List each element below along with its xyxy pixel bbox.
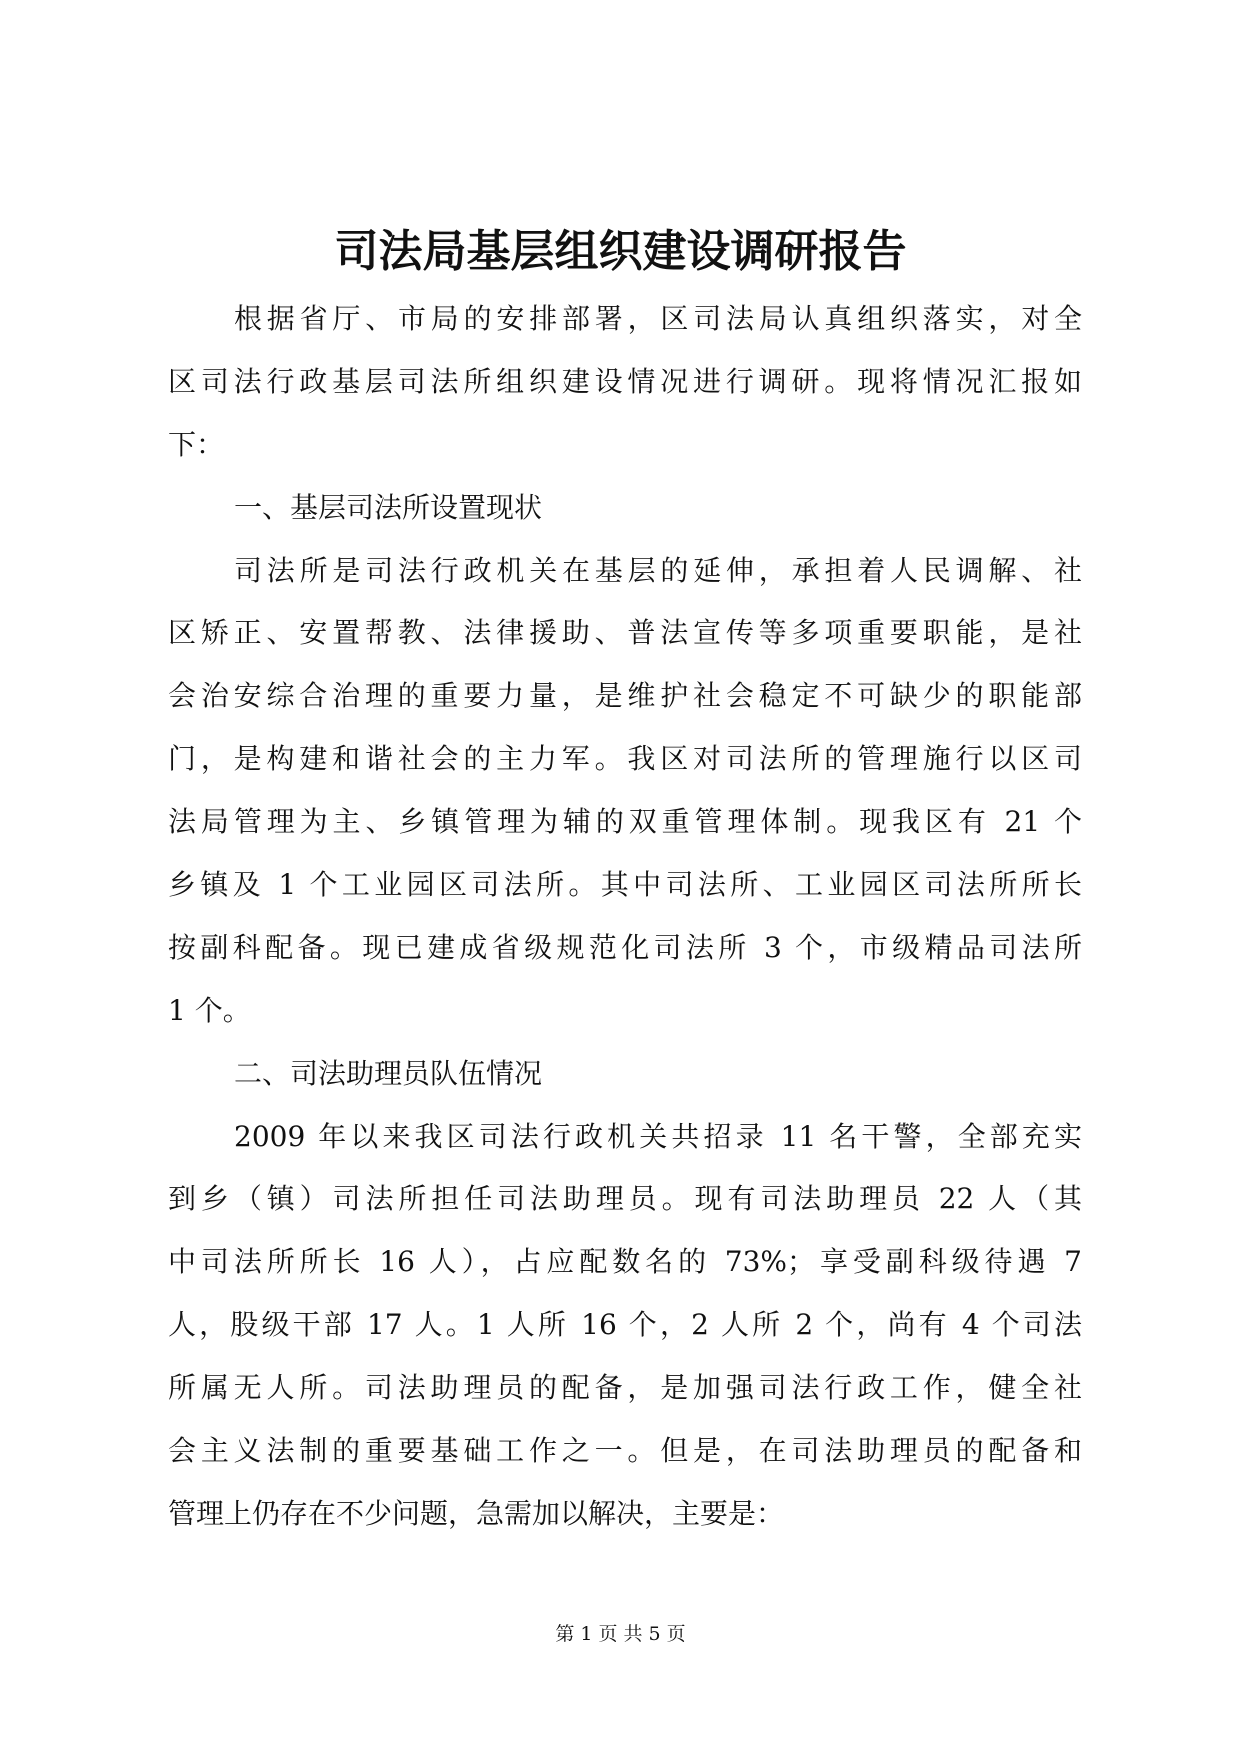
heading-line: 二、司法助理员队伍情况 (234, 1056, 543, 1090)
text-line: 法局管理为主、乡镇管理为辅的双重管理体制。现我区有 21 个 (168, 805, 1082, 839)
heading-line: 一、基层司法所设置现状 (234, 490, 543, 524)
text-line: 司法所是司法行政机关在基层的延伸，承担着人民调解、社 (234, 553, 1082, 587)
text-line: 所属无人所。司法助理员的配备，是加强司法行政工作，健全社 (168, 1371, 1082, 1405)
text-line: 下： (168, 427, 225, 461)
paragraph-section-2 (168, 1106, 1082, 1546)
text-line: 区司法行政基层司法所组织建设情况进行调研。现将情况汇报如 (168, 364, 1082, 398)
text-line: 根据省厅、市局的安排部署，区司法局认真组织落实，对全 (234, 302, 1082, 335)
text-line: 门，是构建和谐社会的主力军。我区对司法所的管理施行以区司 (168, 742, 1082, 776)
text-line: 按副科配备。现已建成省级规范化司法所 3 个，市级精品司法所 (168, 930, 1082, 964)
text-line: 会治安综合治理的重要力量，是维护社会稳定不可缺少的职能部 (168, 679, 1082, 713)
text-line: 中司法所所长 16 人），占应配数名的 73%；享受副科级待遇 7 (168, 1245, 1082, 1279)
text-line: 人，股级干部 17 人。1 人所 16 个，2 人所 2 个，尚有 4 个司法 (168, 1308, 1082, 1342)
text-line: 乡镇及 1 个工业园区司法所。其中司法所、工业园区司法所所长 (168, 868, 1082, 902)
text-line: 管理上仍存在不少问题，急需加以解决，主要是： (168, 1496, 785, 1530)
paragraph-intro (168, 288, 1082, 477)
text-line: 区矫正、安置帮教、法律援助、普法宣传等多项重要职能，是社 (168, 616, 1082, 650)
text-line: 会主义法制的重要基础工作之一。但是，在司法助理员的配备和 (168, 1434, 1082, 1468)
document-title: 司法局基层组织建设调研报告 (334, 226, 907, 277)
section-heading-1 (168, 477, 1082, 540)
text-line: 1 个。 (168, 993, 251, 1027)
section-heading-2 (168, 1043, 1082, 1106)
text-line: 到乡（镇）司法所担任司法助理员。现有司法助理员 22 人（其 (168, 1182, 1082, 1216)
page-number-footer: 第 1 页 共 5 页 (555, 1623, 686, 1645)
paragraph-section-1 (168, 540, 1082, 1043)
text-line: 2009 年以来我区司法行政机关共招录 11 名干警，全部充实 (234, 1119, 1082, 1153)
document-body (168, 288, 1082, 1546)
